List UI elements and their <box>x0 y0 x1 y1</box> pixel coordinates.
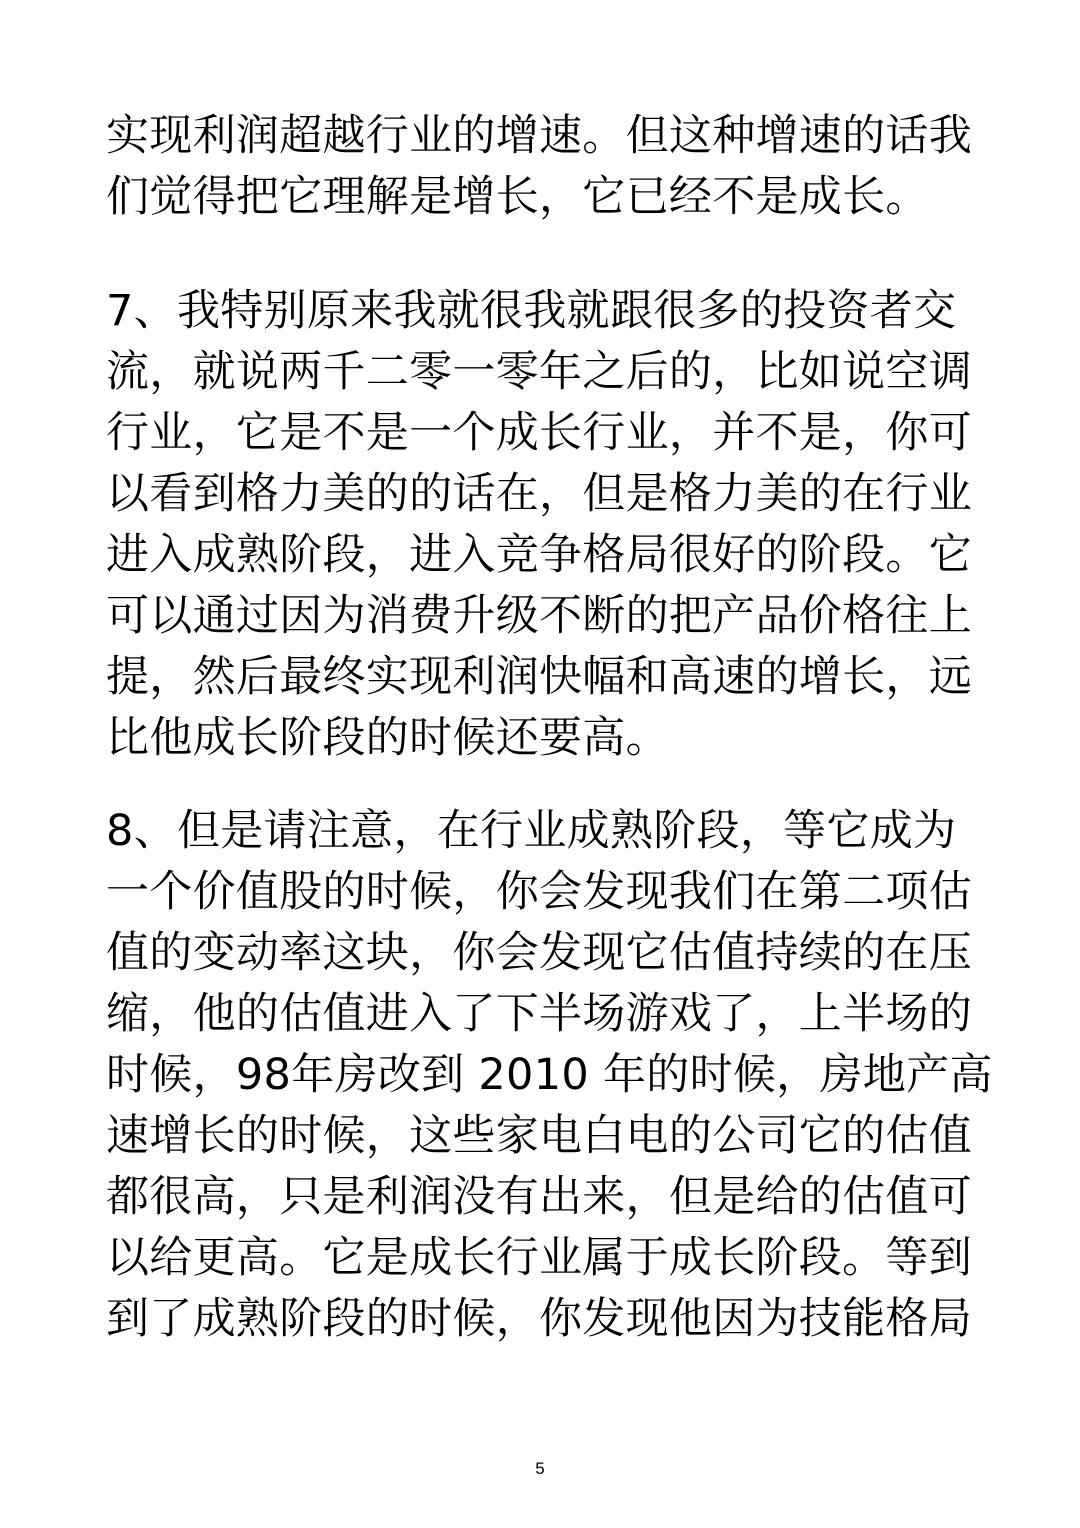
text-line: 流，就说两千二零一零年之后的，比如说空调 <box>106 347 972 397</box>
text-line: 实现利润超越行业的增速。但这种增速的话我 <box>106 111 972 161</box>
text-line: 7、我特别原来我就很我就跟很多的投资者交 <box>106 286 957 336</box>
text-line: 进入成熟阶段，进入竞争格局很好的阶段。它 <box>106 530 972 580</box>
text-line: 比他成长阶段的时候还要高。 <box>106 713 669 763</box>
text-line: 一个价值股的时候，你会发现我们在第二项估 <box>106 867 972 917</box>
text-line: 都很高，只是利润没有出来，但是给的估值可 <box>106 1172 972 1222</box>
text-line: 以看到格力美的的话在，但是格力美的在行业 <box>106 469 972 519</box>
text-line: 速增长的时候，这些家电白电的公司它的估值 <box>106 1111 972 1161</box>
page-number: 5 <box>535 1459 545 1478</box>
text-line: 值的变动率这块，你会发现它估值持续的在压 <box>106 928 972 978</box>
text-line: 8、但是请注意，在行业成熟阶段，等它成为 <box>106 806 957 856</box>
paragraph-7 <box>106 281 986 769</box>
paragraph-continuation <box>106 106 986 228</box>
text-line: 到了成熟阶段的时候，你发现他因为技能格局 <box>106 1294 972 1344</box>
text-line: 时候，98年房改到 2010 年的时候，房地产高 <box>106 1050 993 1100</box>
text-line: 提，然后最终实现利润快幅和高速的增长，远 <box>106 652 972 702</box>
text-line: 缩，他的估值进入了下半场游戏了，上半场的 <box>106 989 972 1039</box>
text-line: 可以通过因为消费升级不断的把产品价格往上 <box>106 591 972 641</box>
text-line: 行业，它是不是一个成长行业，并不是，你可 <box>106 408 972 458</box>
text-line: 们觉得把它理解是增长，它已经不是成长。 <box>106 172 929 222</box>
paragraph-8 <box>106 801 993 1350</box>
text-line: 以给更高。它是成长行业属于成长阶段。等到 <box>106 1233 972 1283</box>
